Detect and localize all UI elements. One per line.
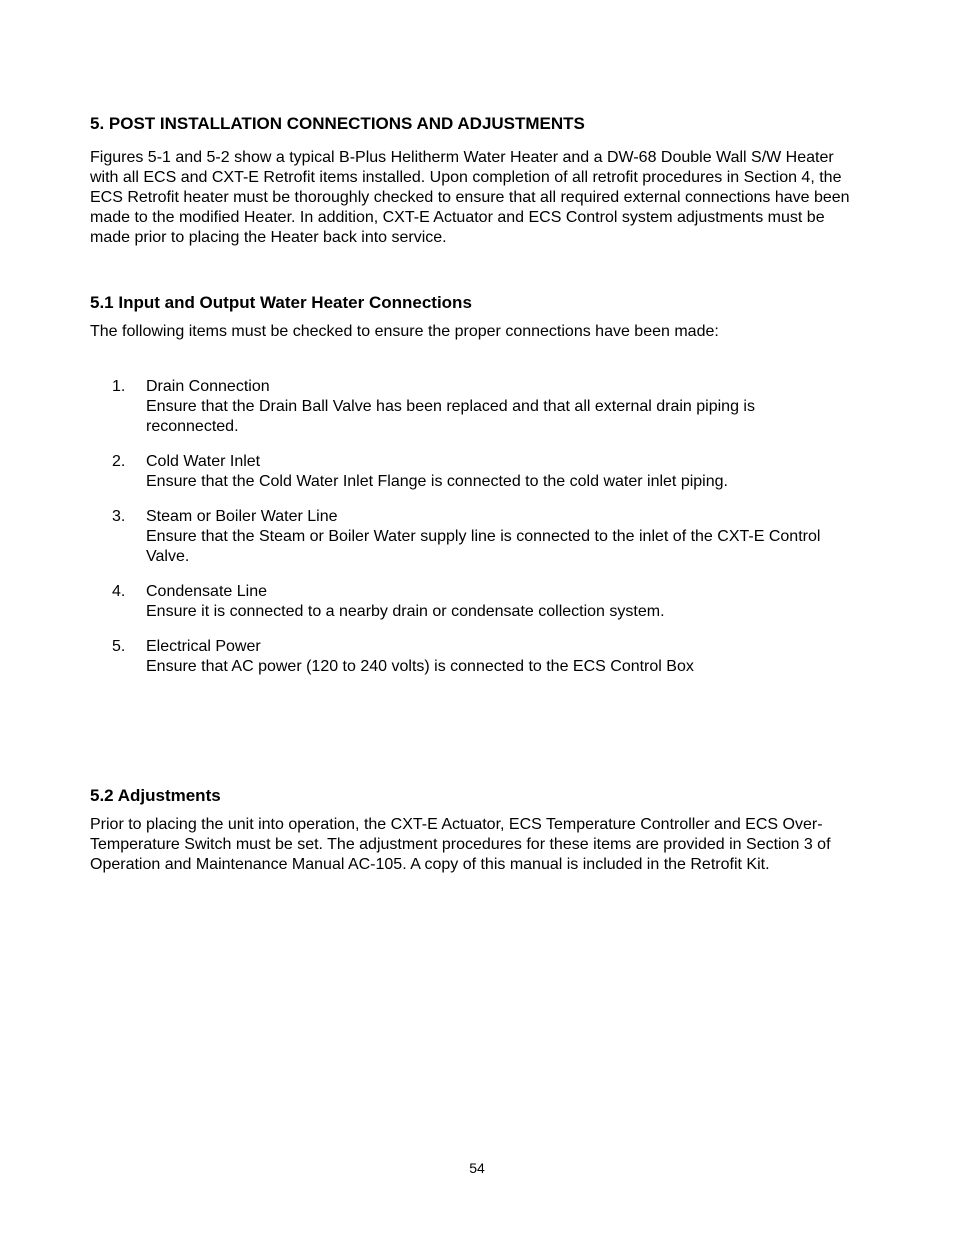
list-item-title: Condensate Line (146, 583, 267, 600)
list-item-number: 3. (112, 508, 126, 525)
list-item-description: Ensure that the Steam or Boiler Water supply line is connected to the inlet of the CXT-E Control Valve. (146, 528, 821, 565)
list-item-number: 2. (112, 453, 126, 470)
list-item-title: Drain Connection (146, 378, 270, 395)
list-item-number: 4. (112, 583, 126, 600)
section-5-1-intro: The following items must be checked to ensure the proper connections have been made: (90, 323, 719, 340)
list-item-description: Ensure it is connected to a nearby drain or condensate collection system. (146, 603, 665, 620)
section-5-1-heading: 5.1 Input and Output Water Heater Connections (90, 293, 472, 312)
page-number: 54 (469, 1160, 485, 1176)
list-item (112, 377, 832, 437)
list-item-description: Ensure that AC power (120 to 240 volts) is connected to the ECS Control Box (146, 658, 694, 675)
list-item-title: Cold Water Inlet (146, 453, 261, 470)
list-item-description: Ensure that the Cold Water Inlet Flange is connected to the cold water inlet piping. (146, 473, 728, 490)
list-item (112, 637, 832, 677)
section-5-paragraph: Figures 5-1 and 5-2 show a typical B-Plus Helitherm Water Heater and a DW-68 Double Wall S/W Heater with all ECS and CXT-E Retrofit items installed. Upon completion of all retrofit procedures in Section 4, the ECS Retrofit heater must be thoroughly checked to ensure that all required external connections have been made to the modified Heater. In addition, CXT-E Actuator and ECS Control system adjustments must be made prior to placing the Heater back into service. (90, 149, 850, 246)
section-5-heading: 5. POST INSTALLATION CONNECTIONS AND ADJUSTMENTS (90, 114, 585, 133)
list-item-number: 5. (112, 638, 126, 655)
list-item-title: Steam or Boiler Water Line (146, 508, 338, 525)
list-item-description: Ensure that the Drain Ball Valve has been replaced and that all external drain piping is reconnected. (146, 398, 755, 435)
list-item-number: 1. (112, 378, 126, 395)
section-5-2-heading: 5.2 Adjustments (90, 786, 221, 805)
section-5-2-paragraph: Prior to placing the unit into operation, the CXT-E Actuator, ECS Temperature Controller and ECS Over-Temperature Switch must be set. The adjustment procedures for these items are provided in Section 3 of Operation and Maintenance Manual AC-105. A copy of this manual is included in the Retrofit Kit. (90, 816, 831, 873)
list-item-title: Electrical Power (146, 638, 261, 655)
list-item (112, 507, 832, 567)
list-item (112, 582, 832, 622)
list-item (112, 452, 832, 492)
